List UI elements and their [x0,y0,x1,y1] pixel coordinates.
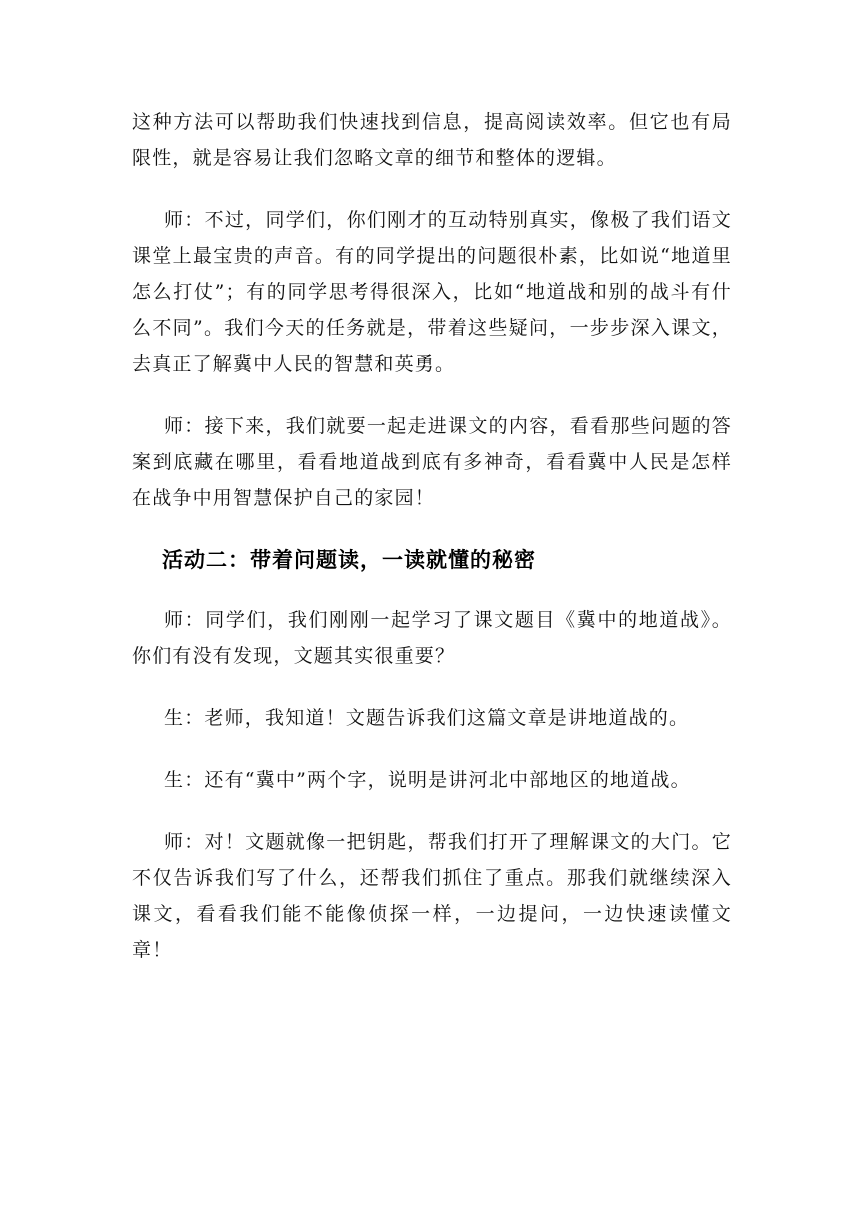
paragraph-student-2: 生：还有“冀中”两个字，说明是讲河北中部地区的地道战。 [164,769,691,791]
paragraph-continuation: 这种方法可以帮助我们快速找到信息，提高阅读效率。但它也有局限性，就是容易让我们忽略文章的细节和整体的逻辑。 [132,111,732,169]
paragraph-teacher-2: 师：接下来，我们就要一起走进课文的内容，看看那些问题的答案到底藏在哪里，看看地道战到底有多神奇，看看冀中人民是怎样在战争中用智慧保护自己的家园！ [132,415,732,509]
document-page [132,104,732,994]
section-heading: 活动二：带着问题读，一读就懂的秘密 [162,548,536,572]
paragraph-student-1: 生：老师，我知道！文题告诉我们这篇文章是讲地道战的。 [164,707,690,729]
paragraph-teacher-1: 师：不过，同学们，你们刚才的互动特别真实，像极了我们语文课堂上最宝贵的声音。有的同学提出的问题很朴素，比如说“地道里怎么打仗”；有的同学思考得很深入，比如“地道战和别的战斗有什么不同”。我们今天的任务就是，带着这些疑问，一步步深入课文，去真正了解冀中人民的智慧和英勇。 [132,209,732,375]
paragraph-teacher-3: 师：同学们，我们刚刚一起学习了课文题目《冀中的地道战》。你们有没有发现，文题其实很重要？ [132,609,732,667]
paragraph-teacher-4: 师：对！文题就像一把钥匙，帮我们打开了理解课文的大门。它不仅告诉我们写了什么，还帮我们抓住了重点。那我们就继续深入课文，看看我们能不能像侦探一样，一边提问，一边快速读懂文章！ [132,831,732,961]
